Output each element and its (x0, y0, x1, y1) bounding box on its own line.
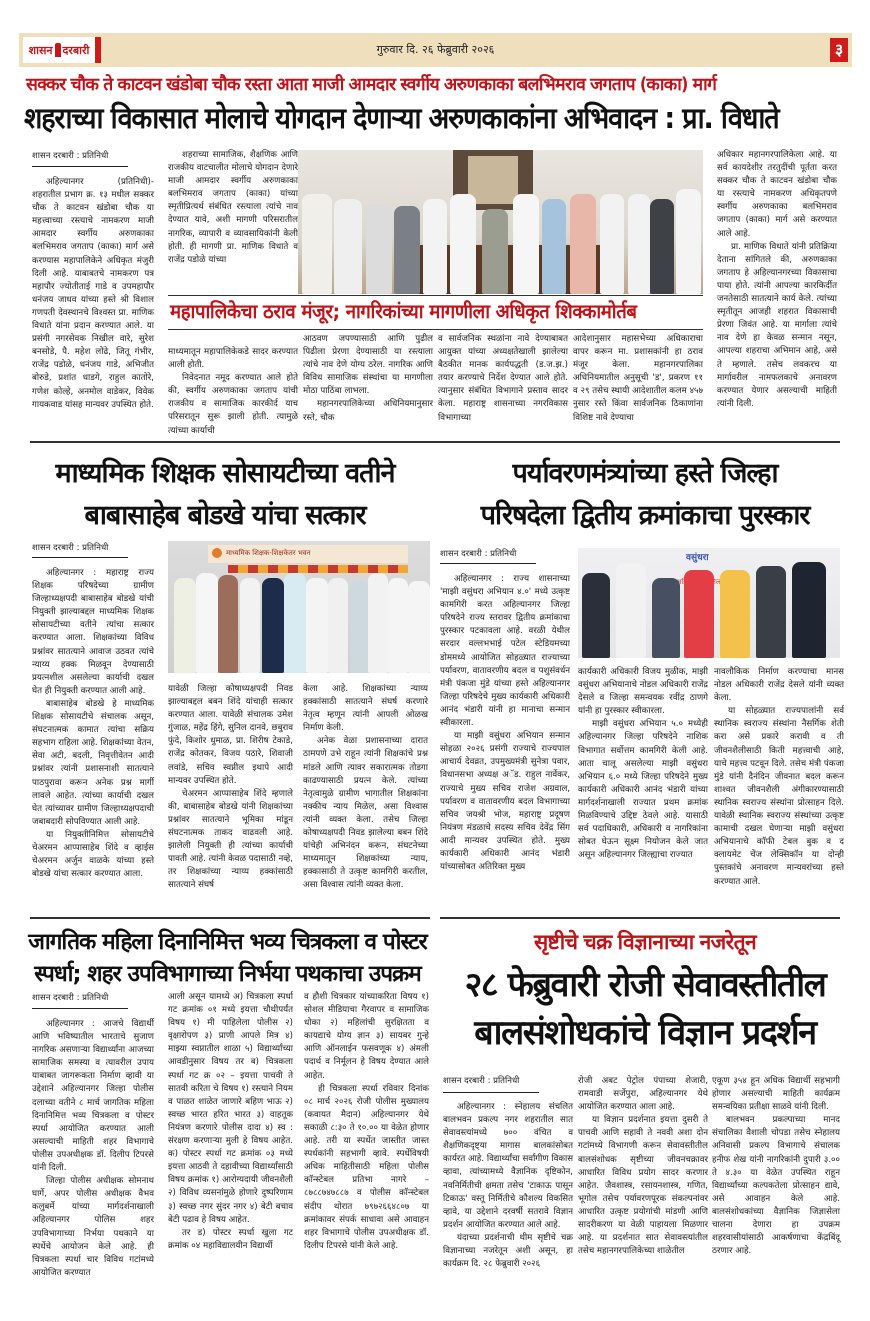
photo-banner-mid: जिल्हा (708, 578, 725, 586)
story1-subhead: महापालिकेचा ठराव मंजूर; नागरिकांच्या मागणीला अधिकृत शिक्कामोर्तब (170, 300, 637, 323)
paragraph: केला आहे. शिक्षकांच्या न्याय्य हक्कांसाठी सातत्याने संघर्ष करणारे नेतृत्व म्हणून त्यांनी आपली ओळख निर्माण केली. (303, 684, 428, 734)
paragraph: नावलौकिक निर्माण करण्याचा मानस नोडल अधिकारी राजेंद्र देसले यांनी व्यक्त केला. (714, 667, 844, 704)
person (394, 206, 420, 294)
story2-column-1 (32, 567, 154, 881)
person (513, 194, 539, 294)
paragraph: व हौशी चित्रकार यांच्याकरिता विषय १) सोशल मीडियाचा गैरवापर व सामाजिक धोका २) महिलांची सुरक्षितता व कायद्याचे योग्य ज्ञान ३) सायबर गुन्हे आणि ऑनलाईन फसवणूक ४) अंमली पदार्थ व निर्मूलन हे विषय देण्यात आले आहेत. (304, 992, 429, 1081)
painting-canvas (468, 156, 518, 204)
paragraph: माध्यमातून महापालिकेकडे सादर करण्यात आली होती. (168, 347, 298, 371)
paragraph: अधिकार महानगरपालिकेला आहे. या सर्व कायदेशीर तरतुदींची पूर्तता करत सक्कर चौक ते काटवन खंडोबा चौक या रस्त्याचे नामकरण अधिकृतपणे स्वर्गीय अरुणकाका बलभिमराव जगताप (काका) मार्ग असे करण्यात आले आहे. (717, 150, 837, 239)
paragraph: निवेदनात नमूद करण्यात आले होते की, स्वर्गीय अरुणकाका जगताप यांची राजकीय व सामाजिक कारकीर्द याच परिसरातून सुरू झाली होती. त्यामुळे त्यांच्या कार्याची (168, 373, 298, 436)
paragraph: या नियुक्तीनिमित्त सोसायटीचे चेअरमन आप्पासाहेब शिंदे व व्हाईस चेअरमन अर्जुन वाळके यांच्या हस्ते बोडखे यांचा सत्कार करण्यात आला. (32, 829, 154, 880)
story5-headline-line2: बालसंशोधकांचे विज्ञान प्रदर्शन (474, 1013, 816, 1053)
paragraph: तर ड) पोस्टर स्पर्धा खुला गट क्रमांक ०४ महाविद्यालयीन विद्यार्थी (168, 1227, 293, 1251)
paragraph: यावेळी जिल्हा कोषाध्यक्षपदी निवड झाल्याबद्दल बबन शिंदे यांचाही सत्कार करण्यात आला. यावेळी संचालक उमेश गुंजाळ, महेंद्र हिंगे, सुनिल दानवे, छबुराव फुंदे, किशोर धुमाळ, प्रा. शिरीष टेकाडे, राजेंद्र कोतकर, विजय पठारे, शिवाजी लवांडे, सचिव स्वप्नील इथापे आदी मान्यवर उपस्थित होते. (168, 684, 293, 786)
paragraph: रोजी अबट पेट्रोल पंपाच्या शेजारी, रामवाडी सर्जेपुरा, अहिल्यानगर येथे आयोजित करण्यात आला आहे. (578, 1076, 708, 1113)
story3-column-2 (578, 666, 708, 862)
story2-column-2 (168, 683, 293, 893)
story3-headline-line2: परिषदेला द्वितीय क्रमांकाचा पुरस्कार (480, 500, 810, 531)
story4-column-3 (304, 991, 429, 1253)
person (328, 578, 348, 673)
paragraph: यंदाच्या प्रदर्शनाची थीम सृष्टीचे चक्र विज्ञानाच्या नजरेतून अशी असून, हा कार्यक्रम दि. २८ फेब्रुवारी २०२६ (443, 1232, 573, 1270)
section-divider (30, 441, 840, 443)
paragraph: जिल्हा पोलीस अधीक्षक सोमनाथ घार्गे, अपर पोलीस अधीक्षक वैभव कलुबर्मे यांच्या मार्गदर्शनाखाली अहिल्यानगर पोलिस शहर उपविभागाच्या निर्भया पथकाने या स्पर्धेचे आयोजन केले आहे. ही चित्रकला स्पर्धा चार विविध गटांमध्ये आयोजित करण्यात (32, 1176, 154, 1278)
rule (168, 295, 703, 296)
person (616, 563, 646, 658)
paragraph: कार्यकारी अधिकारी विजय मुळीक, माझी वसुंधरा अभियानाचे नोडल अधिकारी राजेंद्र देसले व जिल्हा समन्वयक रवींद्र ठाणगे यांनी हा पुरस्कार स्वीकारला. (578, 667, 708, 717)
person (756, 566, 786, 658)
paragraph: अहिल्यानगर : स्नेहालय संचलित बालभवन प्रकल्प नगर शहरातील सात सेवावस्त्यांमध्ये ७०० वंचित व शैक्षणिकदृष्ट्या मागास बालकांसोबत कार्यरत आहे. विद्यार्थ्यांचा सर्वांगीण विकास व्हावा, त्यांच्यामध्ये वैज्ञानिक दृष्टिकोन, नवनिर्मितीची क्षमता तसेच 'टाकाऊ पासून टिकाऊ' वस्तू निर्मितीचे कौशल्य विकसित व्हावे, या उद्देशाने दरवर्षी सतरावे विज्ञान प्रदर्शन आयोजित करण्यात आले आहे. (443, 1102, 573, 1230)
emblem-icon (212, 548, 222, 558)
paragraph: या सोहळ्यात राज्यपालांनी सर्व स्थानिक स्वराज्य संस्थांना नैसर्गिक शेती करा असे प्रकारे करावी व ती जीवनशैलीसाठी किती महत्त्वाची आहे, याचे महत्त्व पटवून दिले. तसेच मंत्री पंकजा मुंडे यांनी दैनंदिन जीवनात बदल करून शाश्वत जीवनशैली अंगीकारण्यासाठी स्थानिक स्वराज्य संस्थांना प्रोत्साहन दिले. यावेळी स्थानिक स्वराज्य संस्थांच्या उत्कृष्ट कामाची दखल घेणाऱ्या माझी वसुंधरा अभियानाचे कॉफी टेबल बुक व द क्लायमेट चेंज लेक्सिकॉन या दोन्ही पुस्तकांचे अनावरण मान्यवरांच्या हस्ते करण्यात आले. (714, 706, 844, 887)
flower-garland (228, 565, 408, 573)
story2-headline-line2: बाबासाहेब बोडखे यांचा सत्कार (84, 500, 366, 531)
byline-rule (443, 1092, 539, 1093)
person (482, 209, 508, 294)
paragraph: व सार्वजनिक स्थळांना नावे देण्याबाबत आयुक्त यांच्या अध्यक्षतेखाली झालेल्या बैठकीत मानक कार्यपद्धती (ड.ज.झ.) तयार करण्याचे निर्देश देण्यात आले होते. त्यानुसार संबंधित विभागाने प्रस्ताव सादर केला. महाराष्ट्र शासनाच्या नगरविकास विभागाच्या (438, 334, 568, 423)
person (720, 570, 750, 658)
byline-rule (32, 557, 128, 558)
person (350, 581, 368, 673)
story1-kicker: सक्कर चौक ते काटवन खंडोबा चौक रस्ता आता माजी आमदार स्वर्गीय अरुणकाका बलभिमराव जगताप (काका) मार्ग (26, 75, 717, 95)
person (284, 573, 306, 673)
person (792, 562, 826, 658)
byline-rule (440, 563, 536, 564)
paragraph: एकूण ३५४ हून अधिक विद्यार्थी सहभागी होणार असल्याची माहिती कार्यक्रम समन्वयिका प्रतीक्षा साळवे यांनी दिली. (712, 1076, 840, 1113)
person (368, 573, 388, 673)
story4-headline-line1: जागतिक महिला दिनानिमित्त भव्य चित्रकला व पोस्टर (28, 929, 427, 955)
paragraph: या विज्ञान प्रदर्शनात इयत्ता दुसरी ते पाचवी आणि सहावी ते नववी अशा दोन गटांमध्ये विभागणी करून सेवावस्तीतील बालसंशोधक सृष्टीच्या जीवनचक्रावर आधारित विविध प्रयोग सादर करणार आहेत. जैवशास्त्र, रसायनशास्त्र, गणित, भूगोल तसेच पर्यावरणपूरक संकल्पनांवर आधारित उत्कृष्ट प्रयोगांची मांडणी आणि सादरीकरण या वेळी पाहायला मिळणार आहे. या प्रदर्शनात सात सेवावस्त्यांतील तसेच महानगरपालिकेच्या शाळेतील (578, 1115, 708, 1257)
paragraph: माझी वसुंधरा अभियान ५.० मध्येही अहिल्यानगर जिल्हा परिषदेने नाशिक विभागात सर्वोत्तम कामगिरी केली आहे. आता चालू असलेल्या माझी वसुंधरा अभियान ६.० मध्ये जिल्हा परिषदेने मुख्य कार्यकारी अधिकारी आनंद भंडारी यांच्या मार्गदर्शनाखाली राज्यात प्रथम क्रमांक मिळविण्याचे उद्दिष्ट ठेवले आहे. यासाठी सर्व पदाधिकारी, अधिकारी व नागरिकांना सोबत घेऊन सूक्ष्म नियोजन केले जात असून अहिल्यानगर जिल्ह्याचा राज्यात (578, 719, 708, 861)
paragraph: बालभवन प्रकल्पाच्या मानद संचालिका वैशाली चोपडा तसेच स्नेहालय अनिवासी प्रकल्प विभागाचे संचालक हनीफ शेख यांनी नागरिकांनी दुपारी ३.०० ते ४.३० या वेळेत उपस्थित राहून विद्यार्थ्यांच्या कल्पकतेला प्रोत्साहन द्यावे, असे आवाहन केले आहे. बालसंशोधकांच्या वैज्ञानिक जिज्ञासेला चालना देणारा हा उपक्रम शहरवासीयांसाठी आकर्षणाचा केंद्रबिंदू ठरणार आहे. (712, 1115, 840, 1257)
paragraph: अहिल्यानगर : महाराष्ट्र राज्य शिक्षक परिषदेच्या ग्रामीण जिल्हाध्यक्षपदी बाबासाहेब बोडखे यांची नियुक्ती झाल्याबद्दल माध्यमिक शिक्षक सोसायटीच्या वतीने त्यांचा सत्कार करण्यात आला. शिक्षकांच्या विविध प्रश्नांवर सातत्याने आवाज उठवत त्यांचे न्याय्य हक्क मिळवून देण्यासाठी प्रयत्नशील असलेल्या कार्याची दखल घेत ही नियुक्ती करण्यात आली आहे. (32, 568, 154, 696)
person (600, 194, 624, 294)
story4-byline: शासन दरबारी : प्रतिनिधी (32, 993, 109, 1003)
person (302, 194, 332, 294)
page-number: ३ (830, 38, 848, 62)
story2-column-3 (303, 683, 428, 893)
person (450, 194, 476, 294)
story5-column-2 (578, 1075, 708, 1258)
person (388, 578, 408, 673)
paragraph: अहिल्यानगर (प्रतिनिधी)- शहरातील प्रभाग क्र. १३ मधील सक्कर चौक ते काटवन खंडोबा चौक या महत्त्वाच्या रस्त्याचे नामकरण माजी आमदार स्वर्गीय अरुणकाका बलभिमराव जगताप (काका) मार्ग असे करण्यास महापालिकेने अधिकृत मंजुरी दिली आहे. याबाबतचे नामकरण पत्र महापौर ज्योतीताई गाडे व उपमहापौर धनंजय जाधव यांच्या हस्ते श्री विशाल गणपती देवस्थानचे विश्वस्त प्रा. माणिक विधाते यांना प्रदान करण्यात आले. या प्रसंगी नगरसेवक निखील वारे, सुरेश बनसोडे, पै. महेश लोंढे, जितू गंभीर, राजेंद्र पडोळे, धनंजय गाडे, अभिजीत बोरुडे, प्रशांत धाडगे, राहुल कातोरे, गणेश कोल्हे, अनमोल वाडेकर, विवेक गायकवाड यांसह मान्यवर उपस्थित होते. (32, 177, 154, 410)
story5-kicker: सृष्टीचे चक्र विज्ञानाच्या नजरेतून (533, 930, 757, 954)
paragraph: शहराच्या सामाजिक, शैक्षणिक आणि राजकीय वाटचालीत मोलाचे योगदान देणारे माजी आमदार स्वर्गीय अरुणकाका बलभिमराव जगताप (काका) यांच्या स्मृतीप्रित्यर्थ संबंधित रस्त्याला त्यांचे नाव देण्यात यावे, अशी मागणी परिसरातील नागरिक, व्यापारी व व्यावसायिकांनी केली होती. ही मागणी प्रा. माणिक विधाते व राजेंद्र पडोळे यांच्या (168, 150, 298, 265)
paragraph: या माझी वसुंधरा अभियान सन्मान सोहळा २०२६ प्रसंगी राज्याचे राज्यपाल आचार्य देवव्रत, उपमुख्यमंत्री सुनेत्रा पवार, विधानसभा अध्यक्ष अॅड. राहुल नार्वेकर, राज्याचे मुख्य सचिव राजेश अग्रवाल, पर्यावरण व वातावरणीय बदल विभागाच्या सचिव जयश्री भोज, महाराष्ट्र प्रदूषण नियंत्रण मंडळाचे सदस्य सचिव देवेंद्र सिंग आदी मान्यवर उपस्थित होते. मुख्य कार्यकारी अधिकारी आनंद भंडारी यांच्यासोबत अतिरिक्त मुख्य (440, 731, 570, 873)
person (196, 573, 218, 673)
story1-column-4 (438, 333, 568, 425)
person (240, 578, 260, 673)
story1-column-3 (303, 333, 433, 425)
rule (168, 329, 703, 330)
story1-photo (298, 150, 703, 294)
person (408, 581, 430, 673)
story1-column-1 (32, 176, 154, 412)
paragraph: अहिल्यानगर : राज्य शासनाच्या 'माझी वसुंधरा अभियान ४.०' मध्ये उत्कृष्ट कामगिरी करत अहिल्यानगर जिल्हा परिषदेने राज्य स्तरावर द्वितीय क्रमांकाचा पुरस्कार पटकावला आहे. वरळी येथील सरदार वल्लभभाई पटेल स्टेडियमच्या डोममध्ये आयोजित सोहळ्यात राज्याच्या पर्यावरण, वातावरणीय बदल व पशुसंवर्धन मंत्री पंकजा मुंडे यांच्या हस्ते अहिल्यानगर जिल्हा परिषदेचे मुख्य कार्यकारी अधिकारी आनंद भंडारी यांनी हा मानाचा सन्मान स्वीकारला. (440, 574, 570, 729)
person (676, 189, 701, 294)
story5-headline-line1: २८ फेब्रुवारी रोजी सेवावस्तीतील (464, 965, 826, 1005)
person (582, 573, 610, 658)
story1-byline: शासन दरबारी : प्रतिनिधी (32, 151, 109, 161)
byline-rule (32, 166, 128, 167)
photo-banner-text: माध्यमिक शिक्षक-शिक्षकेतर भवन (226, 549, 311, 557)
story5-column-1 (443, 1101, 573, 1271)
paragraph: महानगरपालिकेच्या अधिनियमानुसार रस्ते, चौक (303, 399, 433, 423)
paragraph: आदेशानुसार महासभेच्या अधिकाराचा वापर करून मा. प्रशासकांनी हा ठराव मंजूर केला. महानगरपालिका अधिनियमातील अनुसूची 'ड', प्रकरण ११ व २९ तसेच स्थायी आदेशातील कलम ४५७ नुसार रस्ते किंवा सार्वजनिक ठिकाणांना विशिष्ट नावे देण्याचा (573, 334, 703, 423)
story4-column-2 (168, 991, 293, 1253)
paragraph: चेअरमन आप्पासाहेब शिंदे म्हणाले की, बाबासाहेब बोडखे यांनी शिक्षकांच्या प्रश्नांवर सातत्याने भूमिका मांडून संघटनात्मक ताकद वाढवली आहे. झालेली नियुक्ती ही त्यांच्या कार्याची पावती आहे. त्यांनी केवळ पदासाठी नव्हे, तर शिक्षकांच्या न्याय्य हक्कांसाठी सातत्याने संघर्ष (168, 788, 293, 891)
story5-byline: शासन दरबारी : प्रतिनिधी (443, 1076, 520, 1086)
person (542, 199, 566, 294)
person (306, 578, 328, 673)
byline-rule (32, 1008, 128, 1009)
story3-column-3 (714, 666, 844, 889)
person (652, 578, 680, 658)
story3-photo (578, 548, 840, 658)
story1-column-2-bottom (168, 346, 298, 438)
person (334, 199, 362, 294)
person (684, 570, 714, 658)
person (218, 575, 238, 673)
person (174, 578, 196, 673)
story3-headline-line1: पर्यावरणमंत्र्यांच्या हस्ते जिल्हा (512, 458, 778, 489)
story4-headline-line2: स्पर्धा; शहर उपविभागाच्या निर्भया पथकाचा उपक्रम (34, 961, 421, 987)
issue-date: गुरुवार दि. २६ फेब्रुवारी २०२६ (376, 43, 495, 56)
section-divider (440, 917, 840, 919)
logo-text-right: दरबारी (62, 43, 90, 57)
story2-byline: शासन दरबारी : प्रतिनिधी (32, 543, 109, 553)
story3-column-1 (440, 573, 570, 874)
paragraph: अहिल्यानगर : आजचे विद्यार्थी आणि भविष्यातील भारताचे सुजाण नागरिक असणाऱ्या विद्यार्थ्यांना आजच्या सामाजिक समस्या व त्यावरील उपाय याबाबत जागरूकता निर्माण व्हावी या उद्देशाने अहिल्यानगर जिल्हा पोलीस दलाच्या वतीने ८ मार्च जागतिक महिला दिनानिमित्त भव्य चित्रकला व पोस्टर स्पर्धा आयोजित करण्यात आली असल्याची माहिती शहर विभागाचे पोलीस उपअधीक्षक डॉ. दिलीप टिपरसे यांनी दिली. (32, 1019, 154, 1174)
paragraph: अनेक वेळा प्रशासनाच्या दारात ठामपणे उभे राहून त्यांनी शिक्षकांचे प्रश्न मांडले आणि त्यावर सकारात्मक तोडगा काढण्यासाठी प्रयत्न केले. त्यांच्या नेतृत्वामुळे ग्रामीण भागातील शिक्षकांना नक्कीच न्याय मिळेल, असा विश्वास त्यांनी व्यक्त केला. तसेच जिल्हा कोषाध्यक्षपदी निवड झालेल्या बबन शिंदे यांचेही अभिनंदन करून, संघटनेच्या माध्यमातून शिक्षकांच्या न्याय, हक्कासाठी ते उत्कृष्ट कामगिरी करतील, असा विश्वास त्यांनी व्यक्त केला. (303, 736, 428, 891)
section-divider (30, 917, 430, 919)
person (650, 199, 674, 294)
story3-byline: शासन दरबारी : प्रतिनिधी (440, 549, 517, 559)
paragraph: ही चित्रकला स्पर्धा रविवार दिनांक ०८ मार्च २०२६ रोजी पोलीस मुख्यालय (कवायत मैदान) अहिल्यानगर येथे सकाळी ८:३० ते १०.०० या वेळेत होणार आहे. तरी या स्पर्धेत जास्तीत जास्त स्पर्धकांनी सहभागी व्हावे. स्पर्धेविषयी अधिक माहितीसाठी महिला पोलीस कॉन्स्टेबल प्रतिभा नागरे – ८७८८७४७८८७ व पोलीस कॉन्स्टेबल संदीप थोरात ७९७२६६४८०७ या क्रमांकावर संपर्क साधावा असे आवाहन शहर विभागाचे पोलीस उपअधीक्षक डॉ. दिलीप टिपरसे यांनी केले आहे. (304, 1083, 429, 1251)
paragraph: आठवण जपण्यासाठी आणि पुढील पिढीला प्रेरणा देण्यासाठी या रस्त्याला त्यांचे नाव देणे योग्य ठरेल. नागरिक आणि विविध सामाजिक संस्थांचा या मागणीला मोठा पाठिंबा लाभला. (303, 334, 433, 397)
story1-headline: शहराच्या विकासात मोलाचे योगदान देणाऱ्या अरुणकाकांना अभिवादन : प्रा. विधाते (24, 101, 779, 135)
story2-photo (168, 541, 430, 673)
person (570, 194, 596, 294)
story1-column-5 (573, 333, 703, 425)
logo-text-left: शासन (28, 43, 53, 57)
masthead (19, 33, 852, 67)
paragraph: प्रा. माणिक विधाते यांनी प्रतिक्रिया देताना सांगितले की, अरुणकाका जगताप हे अहिल्यानगरच्या विकासाचा पाया होते. त्यांनी आपल्या कारकिर्दीत जनतेसाठी सातत्याने कार्य केले. त्यांच्या स्मृतीतून आजही शहरात विकासाची प्रेरणा जिवंत आहे. या मार्गाला त्यांचे नाव देणे हा केवळ सन्मान नसून, आपल्या शहराचा अभिमान आहे, असे ते म्हणाले. तसेच लवकरच या मार्गावरील नामफलकाचे अनावरण करण्यात येणार असल्याची माहिती त्यांनी दिली. (717, 241, 837, 409)
story1-column-2-top (168, 149, 298, 267)
story4-column-1 (32, 1018, 154, 1280)
paragraph: बाबासाहेब बोडखे हे माध्यमिक शिक्षक सोसायटीचे संचालक असून, संघटनात्मक कामात त्यांचा सक्रिय सहभाग राहिला आहे. शिक्षकांच्या वेतन, सेवा अटी, बदली, निवृत्तीवेतन आदी प्रश्नांवर त्यांनी प्रशासनाशी सातत्याने पाठपुरावा करून अनेक प्रश्न मार्गी लावले आहेत. त्यांच्या कार्याची दखल घेत त्यांच्यावर ग्रामीण जिल्हाध्यक्षपदाची जबाबदारी सोपविण्यात आली आहे. (32, 698, 154, 827)
paragraph: आली असून यामध्ये अ) चित्रकला स्पर्धा गट क्रमांक ०१ मध्ये इयत्ता चौथीपर्यंत विषय १) मी पाहिलेला पोलीस २) वृक्षारोपण ३) प्राणी आपले मित्र ४) माझ्या स्वप्नातील शाळा ५) विद्यार्थ्यांच्या आवडीनुसार विषय तर ब) चित्रकला स्पर्धा गट क्र ०२ – इयत्ता पाचवी ते सातवी करिता चे विषय १) रस्त्याने नियम व पाळत शाळेत जाणारे बहिण भाऊ २) स्वच्छ भारत हरित भारत ३) वाहतूक नियंत्रण करणारे पोलीस दादा ४) स्व : संरक्षण करणाऱ्या मुली हे विषय आहेत. क) पोस्टर स्पर्धा गट क्रमांक ०३ मध्ये इयत्ता आठवी ते दहावीच्या विद्यार्थ्यांसाठी विषय क्रमांक १) आरोग्यदायी जीवनशैली २) विविध व्यसनांमुळे होणारे दुष्परिणाम ३) स्वच्छ नगर सुंदर नगर ४) बेटी बचाव बेटी पढाव हे विषय आहेत. (168, 992, 293, 1225)
story1-column-6 (717, 149, 837, 411)
person (628, 194, 650, 294)
person (423, 199, 447, 294)
person (262, 578, 284, 673)
person (366, 204, 392, 294)
story5-column-3 (712, 1075, 840, 1258)
photo-banner-top: वसुंधरा (686, 553, 709, 563)
story2-headline-line1: माध्यमिक शिक्षक सोसायटीच्या वतीने (55, 458, 395, 489)
